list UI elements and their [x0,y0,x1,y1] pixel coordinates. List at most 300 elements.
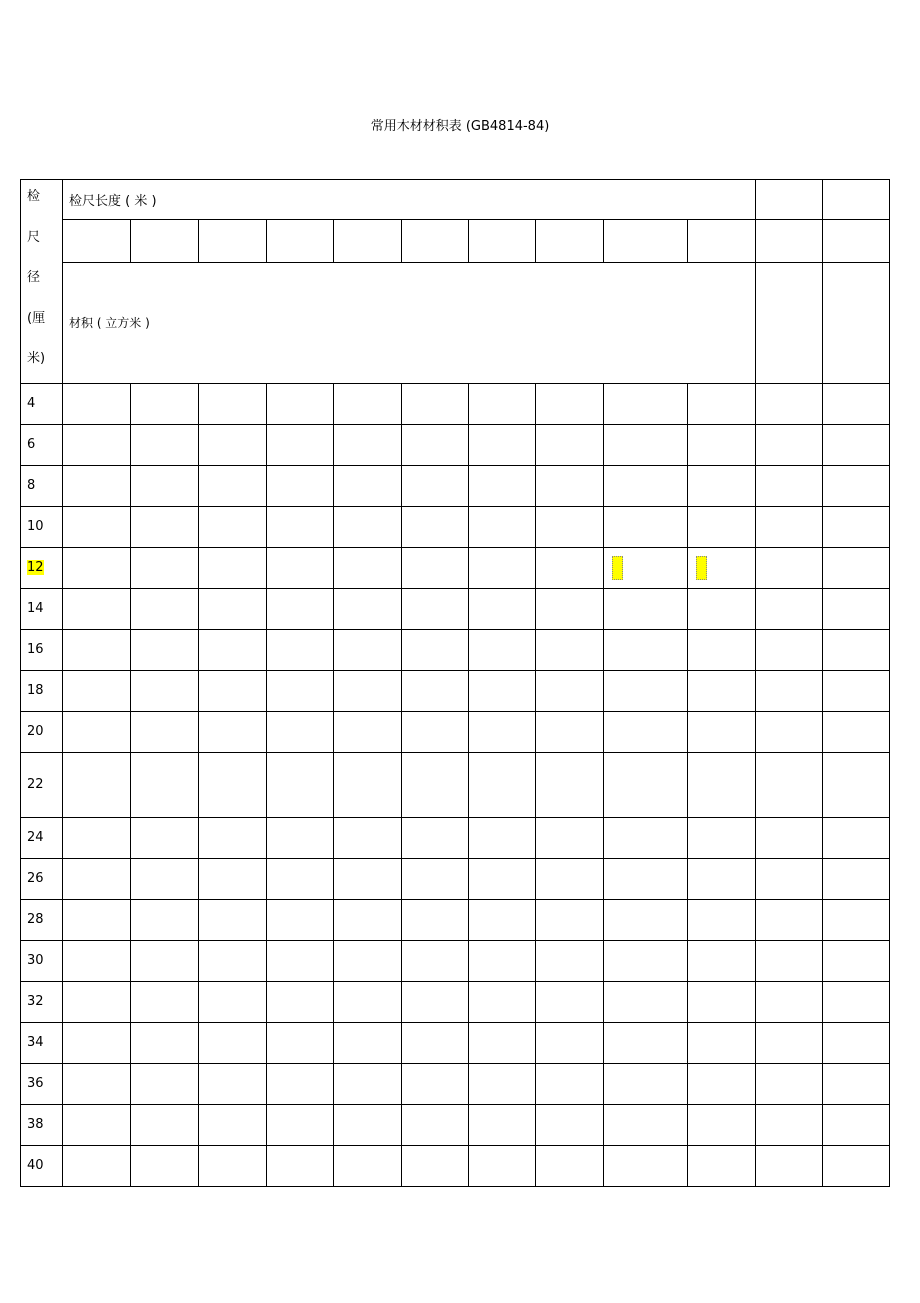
volume-cell [536,547,604,588]
diameter-value: 6 [27,437,36,452]
volume-cell [63,817,131,858]
volume-cell [688,899,756,940]
volume-cell [199,670,267,711]
volume-cell [823,1104,890,1145]
diameter-value: 40 [27,1158,44,1173]
volume-cell [536,465,604,506]
volume-cell [334,588,402,629]
volume-cell [469,817,536,858]
volume-cell [756,1145,823,1186]
volume-cell [823,1022,890,1063]
volume-cell [63,1063,131,1104]
diameter-cell [21,506,63,547]
volume-cell [402,465,469,506]
diameter-cell [21,588,63,629]
volume-cell [469,547,536,588]
volume-cell [688,1145,756,1186]
length-value-cell [469,220,536,263]
volume-cell [756,899,823,940]
volume-cell [131,588,199,629]
volume-cell [604,981,688,1022]
diameter-value: 32 [27,994,44,1009]
volume-cell [199,752,267,817]
volume-cell [402,981,469,1022]
volume-cell [756,752,823,817]
volume-cell [402,711,469,752]
volume-cell [536,1063,604,1104]
volume-cell [469,1104,536,1145]
volume-cell [334,981,402,1022]
volume-cell [688,1022,756,1063]
volume-cell [469,424,536,465]
volume-cell [756,711,823,752]
volume-cell [604,383,688,424]
diameter-cell [21,711,63,752]
table-cell [756,263,823,384]
volume-cell [334,817,402,858]
volume-cell [199,588,267,629]
volume-cell [63,711,131,752]
diameter-header-line: 米) [27,351,46,366]
volume-cell [688,752,756,817]
volume-cell [756,424,823,465]
volume-cell [402,670,469,711]
volume-cell [536,670,604,711]
volume-cell [63,1104,131,1145]
volume-cell [756,981,823,1022]
volume-cell [823,752,890,817]
highlight-mark [696,556,707,580]
volume-cell [688,424,756,465]
volume-cell [469,981,536,1022]
volume-cell [688,670,756,711]
volume-cell [469,1145,536,1186]
volume-cell [63,629,131,670]
volume-cell [63,940,131,981]
length-value-cell [604,220,688,263]
volume-cell [688,588,756,629]
length-value-cell [688,220,756,263]
volume-cell [756,383,823,424]
volume-cell [267,1145,334,1186]
diameter-value: 10 [27,519,44,534]
volume-cell [823,981,890,1022]
volume-cell [823,588,890,629]
volume-cell [199,1022,267,1063]
volume-cell [756,670,823,711]
volume-cell [536,506,604,547]
volume-cell [199,981,267,1022]
diameter-value: 20 [27,724,44,739]
volume-cell [63,752,131,817]
diameter-cell [21,465,63,506]
volume-cell [63,465,131,506]
volume-cell [469,465,536,506]
table-row [21,383,890,424]
volume-cell [199,1063,267,1104]
volume-cell [604,1104,688,1145]
volume-cell [131,981,199,1022]
volume-cell [756,506,823,547]
volume-cell [334,1022,402,1063]
volume-cell [469,506,536,547]
volume-cell [604,588,688,629]
volume-cell [267,670,334,711]
diameter-value: 12 [27,560,44,575]
volume-cell [267,858,334,899]
volume-cell [131,424,199,465]
diameter-value: 28 [27,912,44,927]
diameter-value: 38 [27,1117,44,1132]
volume-cell [604,940,688,981]
volume-cell [688,858,756,899]
volume-cell [402,1063,469,1104]
volume-cell [469,1022,536,1063]
diameter-cell [21,858,63,899]
volume-cell [688,1104,756,1145]
volume-cell [267,424,334,465]
length-header: 检尺长度 ( 米 ) [63,180,756,220]
length-value-cell [402,220,469,263]
volume-cell [402,1022,469,1063]
volume-cell [469,670,536,711]
volume-cell [267,752,334,817]
table-row [21,588,890,629]
volume-cell [402,547,469,588]
volume-cell [334,424,402,465]
table-row [21,629,890,670]
table-row [21,940,890,981]
volume-cell [267,899,334,940]
diameter-cell [21,424,63,465]
volume-cell [131,1022,199,1063]
volume-cell [334,383,402,424]
volume-cell [334,711,402,752]
volume-cell [131,670,199,711]
diameter-header-line: 检 [27,189,41,204]
volume-cell [63,424,131,465]
volume-cell [267,465,334,506]
volume-cell [469,629,536,670]
volume-cell [688,817,756,858]
table-row [21,424,890,465]
volume-cell [131,940,199,981]
table-row [21,981,890,1022]
volume-cell [823,1145,890,1186]
volume-cell [334,899,402,940]
volume-cell [823,424,890,465]
volume-cell [334,858,402,899]
volume-cell [536,1104,604,1145]
volume-cell [823,506,890,547]
length-value-cell [334,220,402,263]
volume-cell [267,1022,334,1063]
volume-cell [469,588,536,629]
volume-cell [469,940,536,981]
volume-cell [823,383,890,424]
diameter-header-line: (厘 [27,310,46,326]
volume-cell [604,506,688,547]
volume-cell [756,1063,823,1104]
volume-cell [267,1104,334,1145]
volume-cell [199,547,267,588]
volume-cell [536,940,604,981]
diameter-header-line: 尺 [27,229,41,245]
volume-cell [756,1104,823,1145]
volume-cell [536,1145,604,1186]
volume-cell [402,629,469,670]
volume-cell [756,940,823,981]
volume-cell [199,1104,267,1145]
diameter-value: 16 [27,642,44,657]
diameter-cell [21,752,63,817]
diameter-value: 18 [27,683,44,698]
volume-cell [536,383,604,424]
volume-cell [199,899,267,940]
diameter-cell [21,1022,63,1063]
volume-cell [199,940,267,981]
volume-cell [267,383,334,424]
table-row [21,547,890,588]
table-row [21,1104,890,1145]
volume-cell [604,858,688,899]
volume-cell [131,547,199,588]
volume-cell [131,1063,199,1104]
volume-cell [688,981,756,1022]
volume-cell [131,711,199,752]
volume-cell [823,940,890,981]
volume-cell [604,547,688,588]
table-row [21,711,890,752]
volume-cell [334,670,402,711]
volume-cell [823,1063,890,1104]
volume-cell [469,383,536,424]
volume-cell [131,1104,199,1145]
diameter-cell [21,547,63,588]
volume-cell [402,899,469,940]
table-row [21,752,890,817]
volume-cell [402,506,469,547]
volume-cell [63,506,131,547]
volume-cell [334,465,402,506]
table-row [21,858,890,899]
volume-cell [199,858,267,899]
diameter-cell [21,981,63,1022]
diameter-value: 34 [27,1035,44,1050]
volume-cell [604,711,688,752]
volume-cell [199,506,267,547]
volume-cell [536,1022,604,1063]
volume-cell [469,752,536,817]
volume-cell [402,940,469,981]
diameter-cell [21,899,63,940]
volume-cell [756,629,823,670]
diameter-cell [21,1145,63,1186]
volume-cell [823,465,890,506]
volume-cell [536,588,604,629]
volume-cell [63,547,131,588]
volume-cell [267,817,334,858]
volume-cell [604,1145,688,1186]
volume-cell [604,1063,688,1104]
volume-cell [823,858,890,899]
volume-cell [604,670,688,711]
diameter-cell [21,670,63,711]
table-row [21,899,890,940]
table-cell [823,220,890,263]
diameter-value: 36 [27,1076,44,1091]
volume-cell [267,588,334,629]
diameter-cell [21,629,63,670]
volume-cell [469,711,536,752]
volume-cell [823,547,890,588]
volume-cell [199,383,267,424]
volume-cell [131,465,199,506]
volume-cell [63,1022,131,1063]
volume-cell [63,670,131,711]
diameter-header-line: 径 [27,270,41,285]
volume-cell [267,711,334,752]
volume-cell [199,424,267,465]
volume-cell [688,1063,756,1104]
volume-cell [604,1022,688,1063]
volume-cell [536,817,604,858]
volume-cell [688,465,756,506]
volume-cell [536,981,604,1022]
volume-cell [131,817,199,858]
volume-cell [334,1104,402,1145]
volume-cell [688,547,756,588]
volume-cell [63,383,131,424]
highlight-mark [612,556,623,580]
volume-cell [604,899,688,940]
volume-cell [823,899,890,940]
diameter-value: 22 [27,777,44,792]
table-row [21,465,890,506]
diameter-cell [21,817,63,858]
volume-cell [402,424,469,465]
diameter-value: 24 [27,830,44,845]
volume-cell [756,1022,823,1063]
volume-header: 材积 ( 立方米 ) [63,263,756,384]
volume-cell [402,588,469,629]
volume-cell [756,547,823,588]
volume-cell [536,424,604,465]
diameter-value: 8 [27,478,36,493]
volume-cell [688,711,756,752]
length-value-cell [199,220,267,263]
volume-cell [402,817,469,858]
volume-cell [131,629,199,670]
length-value-cell [267,220,334,263]
volume-cell [334,547,402,588]
table-cell [756,180,823,220]
volume-cell [469,899,536,940]
volume-cell [267,981,334,1022]
diameter-value: 4 [27,396,36,411]
diameter-cell [21,940,63,981]
length-value-cell [63,220,131,263]
volume-cell [267,547,334,588]
volume-cell [604,629,688,670]
volume-cell [267,629,334,670]
volume-cell [604,424,688,465]
diameter-value: 26 [27,871,44,886]
volume-cell [402,752,469,817]
volume-cell [604,465,688,506]
volume-cell [334,506,402,547]
volume-cell [131,506,199,547]
volume-cell [334,940,402,981]
volume-cell [63,858,131,899]
volume-cell [402,1104,469,1145]
volume-cell [823,629,890,670]
volume-cell [267,506,334,547]
table-row [21,1022,890,1063]
volume-cell [756,465,823,506]
table-cell [823,263,890,384]
volume-cell [199,1145,267,1186]
volume-cell [469,858,536,899]
volume-cell [334,1145,402,1186]
volume-cell [688,629,756,670]
volume-cell [131,858,199,899]
volume-cell [267,940,334,981]
volume-cell [402,383,469,424]
volume-cell [267,1063,334,1104]
volume-cell [199,465,267,506]
table-row [21,1063,890,1104]
diameter-cell [21,1063,63,1104]
volume-cell [756,588,823,629]
table-row [21,817,890,858]
volume-cell [536,752,604,817]
volume-cell [536,858,604,899]
diameter-cell [21,383,63,424]
volume-cell [469,1063,536,1104]
volume-cell [131,899,199,940]
volume-cell [688,506,756,547]
length-value-cell [131,220,199,263]
length-value-cell [536,220,604,263]
table-cell [756,220,823,263]
volume-cell [536,711,604,752]
volume-cell [536,899,604,940]
volume-cell [536,629,604,670]
volume-cell [402,1145,469,1186]
volume-cell [688,940,756,981]
volume-cell [199,817,267,858]
diameter-value: 30 [27,953,44,968]
diameter-value: 14 [27,601,44,616]
volume-cell [688,383,756,424]
volume-cell [199,711,267,752]
volume-cell [63,899,131,940]
table-row [21,1145,890,1186]
table-row [21,506,890,547]
page-title: 常用木材材积表 (GB4814-84) [370,119,550,134]
volume-cell [199,629,267,670]
volume-cell [63,981,131,1022]
volume-cell [823,817,890,858]
volume-cell [63,1145,131,1186]
volume-cell [823,711,890,752]
volume-cell [823,670,890,711]
table-cell [823,180,890,220]
volume-cell [63,588,131,629]
timber-volume-table [20,179,890,1187]
volume-cell [604,817,688,858]
